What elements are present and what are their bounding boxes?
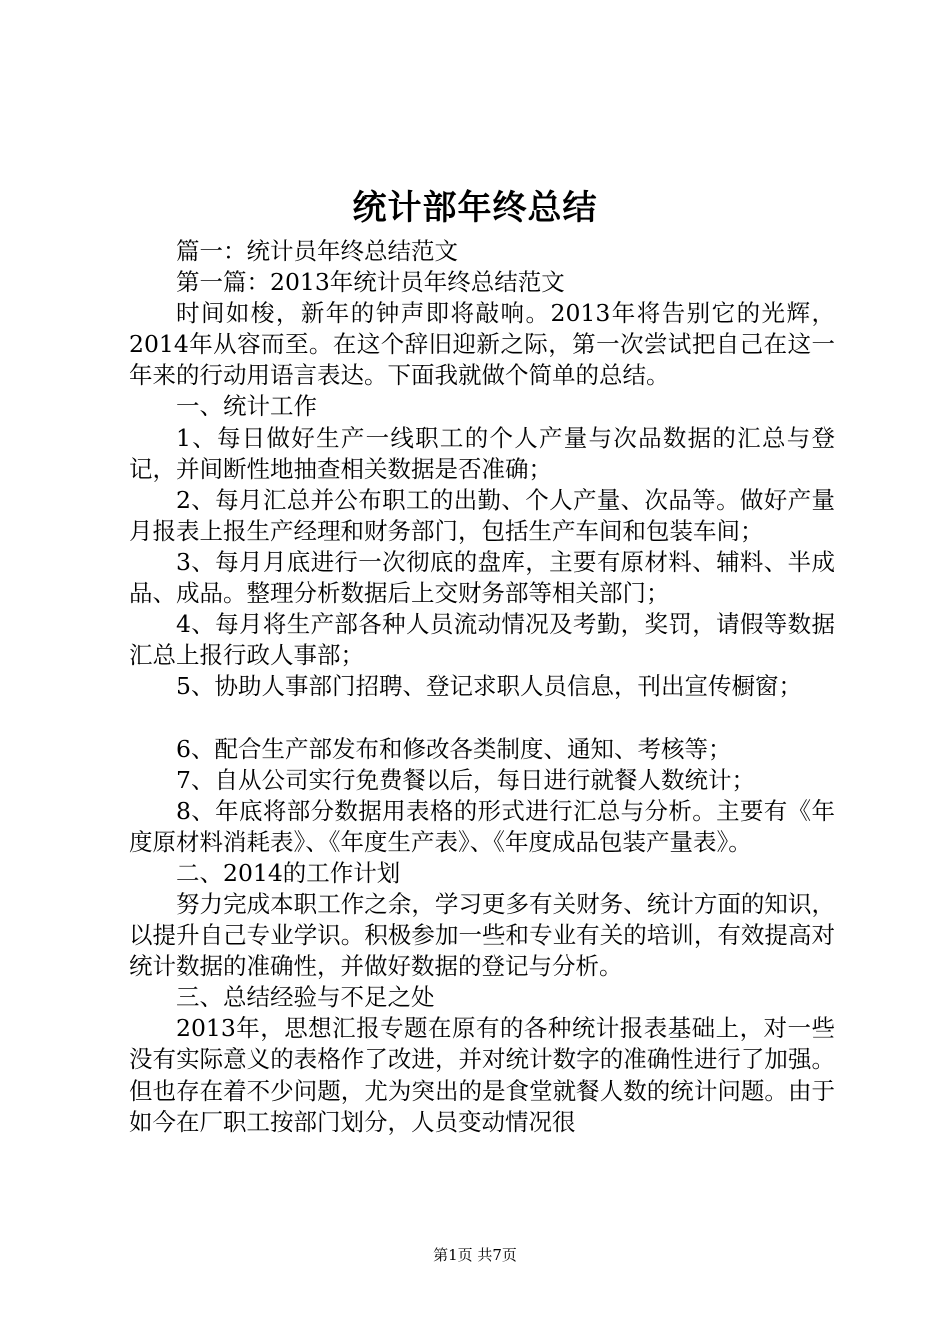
- section-heading-work-plan: 二、2014的工作计划: [176, 858, 401, 887]
- document-title: 统计部年终总结: [352, 188, 598, 228]
- list-item-4: 4、每月将生产部各种人员流动情况及考勤，奖罚，请假等数据汇总上报行政人事部；: [129, 610, 835, 670]
- list-item-8: 8、年底将部分数据用表格的形式进行汇总与分析。主要有《年度原材料消耗表》、《年度生产表》、《年度成品包装产量表》。: [129, 796, 835, 856]
- list-item-5: 5、协助人事部门招聘、登记求职人员信息，刊出宣传橱窗；: [176, 672, 802, 701]
- list-item-2: 2、每月汇总并公布职工的出勤、个人产量、次品等。做好产量月报表上报生产经理和财务部门，包括生产车间和包装车间；: [129, 485, 835, 545]
- list-item-7: 7、自从公司实行免费餐以后，每日进行就餐人数统计；: [176, 765, 755, 794]
- page-footer: 第1页 共7页: [433, 1246, 517, 1264]
- list-item-6: 6、配合生产部发布和修改各类制度、通知、考核等；: [176, 734, 732, 763]
- document-body: [129, 236, 835, 1138]
- blank-line: [129, 702, 835, 733]
- paragraph-intro: 时间如梭，新年的钟声即将敲响。2013年将告别它的光辉，2014年从容而至。在这个辞旧迎新之际，第一次尝试把自己在这一年来的行动用语言表达。下面我就做个简单的总结。: [129, 299, 835, 390]
- section-heading-summary: 三、总结经验与不足之处: [176, 983, 435, 1012]
- paragraph-sub-heading: 第一篇：2013年统计员年终总结范文: [176, 268, 565, 297]
- paragraph-work-plan: 努力完成本职工作之余，学习更多有关财务、统计方面的知识，以提升自己专业学识。积极参加一些和专业有关的培训，有效提高对统计数据的准确性，并做好数据的登记与分析。: [129, 889, 835, 981]
- list-item-3: 3、每月月底进行一次彻底的盘库，主要有原材料、辅料、半成品、成品。整理分析数据后上交财务部等相关部门；: [129, 547, 835, 608]
- section-heading-statistics-work: 一、统计工作: [176, 392, 317, 421]
- list-item-1: 1、每日做好生产一线职工的个人产量与次品数据的汇总与登记，并间断性地抽查相关数据是否准确；: [129, 423, 835, 483]
- paragraph-summary: 2013年，思想汇报专题在原有的各种统计报表基础上，对一些没有实际意义的表格作了改进，并对统计数字的准确性进行了加强。但也存在着不少问题，尤为突出的是食堂就餐人数的统计问题。由于如今在厂职工按部门划分，人员变动情况很: [129, 1014, 835, 1136]
- paragraph-article-heading: 篇一：统计员年终总结范文: [176, 237, 458, 265]
